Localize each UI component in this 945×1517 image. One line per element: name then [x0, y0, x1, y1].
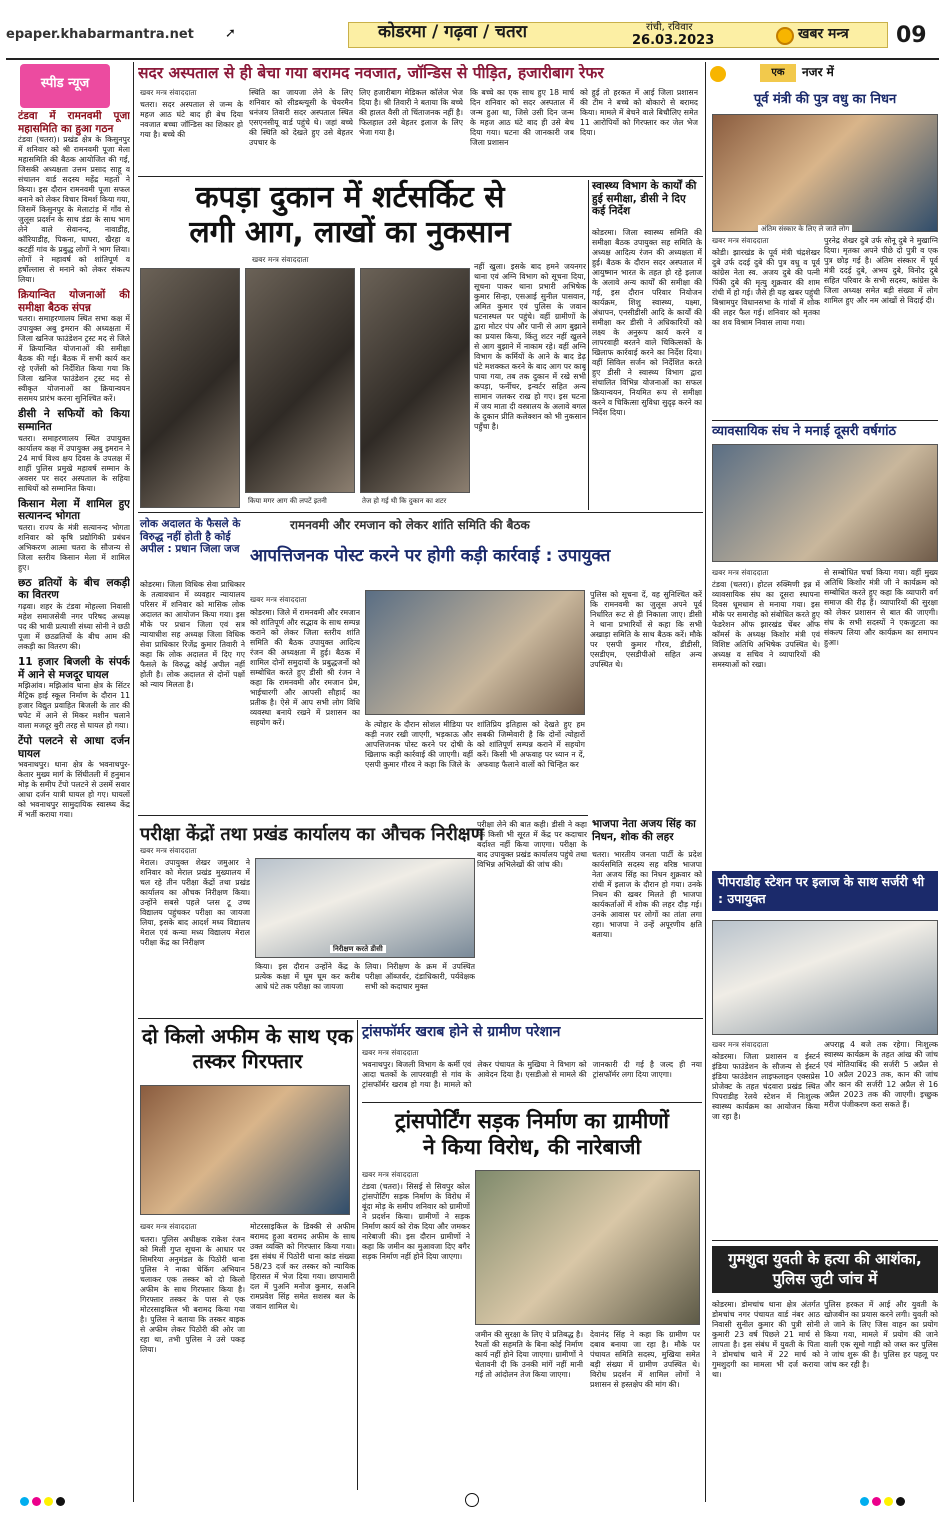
exam-photo-caption: निरीक्षण करते डीसी: [330, 945, 386, 953]
fire-headline-line-1: कपड़ा दुकान में शर्टसर्किट से: [195, 180, 505, 215]
registration-marks-right: [860, 1497, 905, 1509]
left-item-6: टेंपो पलटने से आधा दर्जन घायल भवनाथपुर। थाना क्षेत्र के भवनाथपुर-केतार मुख्य मार्ग के सिंघीतली में हनुमान मोड़ के समीप टेंपो पलटने से उसमें सवार आधा दर्जन यात्री घायल हो गए। घायलों को भवनाथपुर सामुदायिक स्वास्थ्य केंद्र में भर्ती कराया गया।: [18, 735, 130, 820]
magenta-dot-icon: [872, 1497, 881, 1506]
top-story-byline: खबर मन्त्र संवाददाता: [140, 88, 197, 97]
court-headline: लोक अदालत के फैसले के विरुद्ध नहीं होती है कोई अपील : प्रधान जिला जज: [140, 518, 241, 556]
pipradih-col-1: कोडरमा। जिला प्रशासन व ईस्टर्न इंडिया फाउंडेशन के सौजन्य से ईस्टर्न इंडिया फाउंडेशन लाइफलाइन एक्सप्रेस प्रोजेक्ट के तहत चंदवारा प्रखंड स्थित पिपराडीह रेलवे स्टेशन में निःशुल्क स्वास्थ्य कार्यक्रम का आयोजन किया जा रहा है।: [712, 1052, 820, 1121]
exam-headline: परीक्षा केंद्रों तथा प्रखंड कार्यालय का औचक निरीक्षण: [140, 824, 484, 845]
exam-photo: [255, 858, 475, 958]
road-col-2: जमीन की सुरक्षा के लिए ये प्रतिबद्ध है। रैयतों की सहमति के बिना कोई निर्माण कार्य नहीं होने दिया जाएगा। ग्रामीणों ने चेतावनी दी कि उनकी मांगें नहीं मानी गई तो आंदोलन तेज किया जाएगा।: [475, 1330, 583, 1379]
opium-divider: [357, 1020, 358, 1490]
top-story-col-3: लिए हजारीबाग मेडिकल कॉलेज भेज दिया है। श्री तिवारी ने बताया कि बच्चे की हालत वैसी तो चिंताजनक नहीं है। फिलहाल उसे बेहतर इलाज के लिए भेजा गया है।: [359, 88, 463, 137]
health-headline: स्वास्थ्य विभाग के कार्यों की हुई समीक्षा, डीसी ने दिए कई निर्देश: [592, 180, 697, 218]
masthead: [0, 0, 945, 60]
yellow-dot-icon: [884, 1497, 893, 1506]
top-story-col-5: को हुई तो हरकत में आई जिला प्रशासन की टीम ने बच्चे को बोकारो से बरामद किया। मामले में बेचने वाले बिचौलिए समेत 11 आरोपियों को गिरफ्तार कर जेल भेज दिया।: [580, 88, 698, 137]
court-body: कोडरमा। जिला विधिक सेवा प्राधिकार के तत्वावधान में व्यवहार न्यायालय परिसर में शनिवार को मासिक लोक अदालत का आयोजन किया गया। इस मौके पर प्रधान जिला एवं सत्र न्यायाधीश सह अध्यक्ष जिला विधिक सेवा प्राधिकार रिजेंद्र कुमार तिवारी ने कहा कि लोक अदालत में दिए गए फैसले के विरुद्ध कोई अपील नहीं होती है। लोक अदालत से दोनों पक्षों को न्याय मिलता है।: [140, 580, 245, 689]
fire-photo-2: [245, 268, 355, 493]
edition-date: 26.03.2023: [632, 33, 715, 48]
peace-col-1: कोडरमा। जिले में रामनवमी और रमजान को शांतिपूर्ण और सद्भाव के साथ सम्पन्न कराने को लेकर जिला स्तरीय शांति समिति की बैठक उपायुक्त आदित्य रंजन की अध्यक्षता में हुई। बैठक में शामिल दोनों समुदायों के प्रबुद्धजनों को सम्बोधित करते हुए डीसी श्री रंजन ने कहा कि रामनवमी और रमजान प्रेम, भाईचारगी और आपसी सौहार्द का प्रतीक है। ऐसे में आप सभी लोग विधि व्यवस्था बनाये रखने में प्रशासन का सहयोग करें।: [250, 608, 360, 727]
obit-photo: [712, 114, 938, 232]
registration-marks-left: [20, 1497, 65, 1509]
peace-headline: आपत्तिजनक पोस्ट करने पर होगी कड़ी कार्रवाई : उपायुक्त: [250, 546, 611, 566]
pipradih-headline: पीपराडीह स्टेशन पर इलाज के साथ सर्जरी भी : उपायुक्त: [712, 871, 938, 911]
masthead-rule: [6, 58, 939, 60]
left-item-2: डीसी ने सफियों को किया सम्मानित चतरा। समाहरणालय स्थित उपायुक्त कार्यालय कक्ष में उपायुक्त अबु इमरान ने 24 मार्च विश्व क्षय दिवस के उपलक्ष में शाहीं पुलिस प्रमुखे महावर्ष सम्मान के अवसर पर सदर अस्पताल के सहिया साथियों को सम्मानित किया।: [18, 408, 130, 493]
center-right-divider: [705, 62, 706, 1502]
exam-col-4: परीक्षा लेने की बात कही। डीसी ने कहा कि किसी भी सूरत में केंद्र पर कदाचार बर्दाश्त नहीं किया जाएगा। परीक्षा के बाद उपायुक्त प्रखंड कार्यालय पहुंचे तथा विभिन्न अभिलेखों की जांच की।: [477, 820, 587, 869]
brand-name: खबर मन्त्र: [798, 26, 849, 42]
peace-photo: [365, 590, 585, 715]
pipradih-photo: [712, 920, 938, 1035]
road-headline-line-2: ने किया विरोध, की नारेबाजी: [423, 1135, 641, 1160]
opium-photo: [140, 1085, 350, 1215]
bjp-body: चतरा। भारतीय जनता पार्टी के प्रदेश कार्यसमिति सदस्य सह वरिष्ठ भाजपा नेता अजय सिंह का निधन शुक्रवार को रांची में इलाज के दौरान हो गया। उनके निधन की खबर मिलते ही भाजपा कार्यकर्ताओं में शोक की लहर दौड़ गई। उनके आवास पर लोगों का तांता लगा रहा। भाजपा ने उन्हें अपूरणीय क्षति बताया।: [592, 850, 702, 939]
page-number: 09: [896, 23, 927, 48]
missing-headline: गुमशुदा युवती के हत्या की आशंका, पुलिस जुटी जांच में: [712, 1246, 938, 1293]
left-item-5: 11 हजार बिजली के संपर्क में आने से मजदूर घायल मझिआंव। मझिआंव थाना क्षेत्र के सिंटर मैट्रिक हाई स्कूल निर्माण के दौरान 11 हजार विद्युत प्रवाहित बिजली के तार की चपेट में आने से मिकर मशीन चलाने वाला मजदूर बुरी तरह से घायल हो गया।: [18, 655, 130, 731]
obit-caption: अंतिम संस्कार के लिए ले जाते लोग: [758, 225, 852, 233]
peace-kicker: रामनवमी और रमजान को लेकर शांति समिति की बैठक: [290, 518, 530, 532]
left-rail: [18, 110, 130, 1510]
fire-photo-caption-1: किया मगर आग की लपटें इतनी: [248, 497, 327, 505]
missing-col-1: कोडरमा। डोमचांच थाना क्षेत्र अंतर्गत डोमचांच नगर पंचायत वार्ड नंबर आठ निवासी सुनील कुमार की पुत्री सोनी कुमारी 23 वर्ष पिछले 21 मार्च से लापता है। इस संबंध में युवती के पिता ने डोमचांच थाने में 22 मार्च को गुमशुदगी का मामला भी दर्ज कराया था।: [712, 1300, 820, 1379]
obit-col-1: कोडी। झारखंड के पूर्व मंत्री चंद्रशेखर दुबे उर्फ ददई दुबे की पुत्र वधु व पूर्व कांग्रेस नेता स्व. अजय दुबे की पत्नी पिंकी दुबे की मृत्यु शुक्रवार की शाम रांची में हो गई। जैसे ही यह खबर पहुंची बिश्रामपुर विधानसभा के गांवों में शोक की लहर फैल गई। शनिवार को मृतका का शव विश्राम निवास लाया गया।: [712, 248, 820, 327]
ek-nazar-badge: [710, 64, 938, 84]
road-byline: खबर मन्त्र संवाददाता: [362, 1170, 419, 1179]
road-headline-line-1: ट्रांसपोर्टिंग सड़क निर्माण का ग्रामीणों: [395, 1109, 669, 1133]
pipradih-byline: खबर मन्त्र संवाददाता: [712, 1040, 769, 1049]
yellow-dot-icon: [44, 1497, 53, 1506]
opium-col-1: चतरा। पुलिस अधीक्षक राकेश रंजन को मिली गुप्त सूचना के आधार पर सिमरिया अनुमंडल के पिठोरी थाना पुलिस ने नाका चेकिंग अभियान चलाकर एक तस्कर को दो किलो अफीम के साथ गिरफ्तार किया है। गिरफ्तार तस्कर के पास से एक मोटरसाइकिल भी बरामद किया गया है। पुलिस ने बताया कि तस्कर बाइक से अफीम लेकर पिठोरी की ओर जा रहा था, तभी पुलिस ने उसे पकड़ लिया।: [140, 1235, 245, 1354]
opium-rule: [138, 1018, 703, 1019]
cyan-dot-icon: [20, 1497, 29, 1506]
road-col-1: टंडवा (चतरा)। सिसई से सिवपुर कोल ट्रांसपोर्टिंग सड़क निर्माण के विरोध में बूंदा मोड़ के समीप शनिवार को ग्रामीणों ने प्रदर्शन किया। ग्रामीणों ने सड़क निर्माण कार्य को रोक दिया और जमकर नारेबाजी की। इस दौरान ग्रामीणों ने कहा कि जमीन का मुआवजा दिए बगैर सड़क निर्माण नहीं होने दिया जाएगा।: [362, 1182, 470, 1261]
pipradih-col-2: अपराह्न 4 बजे तक रहेगा। निःशुल्क स्वास्थ्य कार्यक्रम के तहत आंख की जांच एवं मोतियाबिंद की सर्जरी 5 अप्रैल से 10 अप्रैल 2023 तक, कान की जांच और कान की सर्जरी 12 अप्रैल से 16 अप्रैल 2023 तक की जाएगी। इच्छुक मरीज पंजीकरण करा सकते हैं।: [824, 1040, 938, 1109]
magenta-dot-icon: [32, 1497, 41, 1506]
exam-col-1: मेराल। उपायुक्त शेखर जमुआर ने शनिवार को मेराल प्रखंड मुख्यालय में चल रहे तीन परीक्षा केंद्रों तथा प्रखंड कार्यालय का औचक निरीक्षण किया। उन्होंने सबसे पहले प्लस टू उच्च विद्यालय पहुंचकर परीक्षा का जायजा लिया, इसके बाद आदर्श मध्य विद्यालय मेराल एवं कन्या मध्य विद्यालय मेराल परीक्षा केंद्र का निरीक्षण: [140, 858, 250, 947]
road-col-3: देवानंद सिंह ने कहा कि ग्रामीण पर दबाव बनाया जा रहा है। मौके पर पंचायत समिति सदस्य, मुखिया समेत बड़ी संख्या में ग्रामीण उपस्थित थे। विरोध प्रदर्शन में शामिल लोगों ने प्रशासन से हस्तक्षेप की मांग की।: [590, 1330, 700, 1389]
cyan-dot-icon: [860, 1497, 869, 1506]
badge-ek: एक: [760, 64, 796, 82]
trade-byline: खबर मन्त्र संवाददाता: [712, 568, 769, 577]
road-rule: [362, 1102, 702, 1103]
fire-headline-line-2: लगी आग, लाखों का नुकसान: [189, 215, 511, 251]
top-story-headline: सदर अस्पताल से ही बेचा गया बरामद नवजात, जॉन्डिस से पीड़ित, हजारीबाग रेफर: [138, 64, 604, 82]
road-headline: [362, 1108, 702, 1161]
fire-byline: खबर मन्त्र संवाददाता: [252, 255, 309, 264]
speed-news-badge: [20, 64, 110, 108]
left-item-1: क्रियान्वित योजनाओं की समीक्षा बैठक संपन्न चतरा। समाहरणालय स्थित सभा कक्ष में उपायुक्त अबु इमरान की अध्यक्षता में जिला खनिज फाउंडेशन ट्रस्ट मद से जिले में क्रियान्वित योजनाओं की समीक्षा बैठक की गई। बैठक में सभी कार्य कर रहे एजेंसी को निर्देशित किया गया कि जिला खनिज फाउंडेशन ट्रस्ट मद से स्वीकृत योजनाओं का क्रियान्वयन ससमय प्रारंभ करना सुनिश्चित करें।: [18, 289, 130, 404]
opium-byline: खबर मन्त्र संवाददाता: [140, 1222, 197, 1231]
obit-byline: खबर मन्त्र संवाददाता: [712, 236, 769, 245]
transformer-body: भवनाथपुर। बिजली विभाग के कर्मी एवं आदा चतकों के लापरवाही से गांव के ट्रांसफॉर्मर खराब हो गया है। मामले को लेकर पंचायत के मुखिया ने विभाग को आवेदन दिया है। एसडीओ से मामले की जानकारी दी गई है जल्द ही नया ट्रांसफॉर्मर लगा दिया जाएगा।: [362, 1060, 702, 1089]
fire-photo-1: [140, 268, 240, 508]
road-photo: [475, 1170, 700, 1325]
missing-rule: [712, 1240, 938, 1241]
left-item-0: टंडवा में रामनवमी पूजा महासमिति का हुआ गठन टंडवा (चतरा)। प्रखंड क्षेत्र के किसुनपुर में शनिवार को श्री रामनवमी पूजा मेला महासमिति की बैठक आयोजित की गई, जिसकी अध्यक्षता उत्तम प्रसाद साहू व संचालन वार्ड सदस्य महेंद्र महतो ने किया। इस दौरान रामनवमी पूजा सफल बनाने को लेकर विचार विमर्श किया गया, जिसमें किसुनपुर के मेलाटांड़ में गाँव से जुलूस प्रदर्शन के साथ डंडा के साथ भाग लेने वाले सेवानन्द, नावाडीह, कॉरियाडीह, पिकना, घाघरा, खैरहा व कटहीं गांव के प्रबुद्ध लोगों ने भाग लिया। लोगों ने महावर्ष को शांतिपूर्ण व हर्षोल्लास से मनाने को लेकर संकल्प लिया।: [18, 110, 130, 285]
exam-byline: खबर मन्त्र संवाददाता: [140, 846, 197, 855]
bjp-headline: भाजपा नेता अजय सिंह का निधन, शोक की लहर: [592, 818, 696, 843]
peace-col-4: पुलिस को सूचना दें, वह सुनिश्चित करें कि रामनवमी का जुलूस अपने पूर्व निर्धारित रूट से ही निकाला जाए। डीसी ने थाना प्रभारियों से कहा कि सभी अखाड़ा समिति के साथ बैठक करें। मौके पर एसपी कुमार गौरव, डीडीसी, एसडीएम, एसडीपीओ सहित अन्य उपस्थित थे।: [590, 590, 702, 669]
cursor-icon: ➚: [225, 26, 236, 41]
registration-crosshair-icon: [465, 1493, 479, 1507]
fire-col-2: नहीं खुला। इसके बाद हमने जयनगर थाना एवं अग्नि विभाग को सूचना दिया, सूचना पाकर थाना प्रभारी अभिषेक कुमार सिन्हा, एसआई सुनील पासवान, अमित कुमार एवं पुलिस के जवान घटनास्थल पर पहुंचे। वहीं ग्रामीणों के द्वारा मोटर पंप और पानी से आग बुझाने का प्रयास किया, किंतु शटर नहीं खुलने से आग बुझाने में नाकाम रहे। वहीं अग्नि विभाग के कर्मियों के आने के बाद डेढ़ घंटे मशक्कत करने के बाद आग पर काबू पाया गया, तब तक दुकान में रखे सभी कपड़ा, फर्नीचर, इन्वर्टर सहित अन्य सामान जलकर राख हो गए। इस घटना में जय माता दी वस्त्रालय के अलावे बगल के दुकान प्रीति कलेक्शन को भी नुकसान पहुँचा है।: [474, 262, 586, 431]
city-day: रांची, रविवार: [646, 22, 693, 33]
opium-col-2: मोटरसाइकिल के डिक्की से अफीम बरामद हुआ बरामद अफीम के साथ उक्त व्यक्ति को गिरफ्तार किया गया। इस संबंध में पिठोरी थाना कांड संख्या 58/23 दर्ज कर तस्कर को न्यायिक हिरासत में भेज दिया गया। छापामारी दल में पुअनि मनोज कुमार, सअनि रामप्रवेश सिंह समेत सशस्त्र बल के जवान शामिल थे।: [250, 1222, 355, 1311]
peace-col-3: शांतिप्रिय इतिहास को देखते हुए हम सबकी जिम्मेवारी है कि दोनों त्योहारों को शांतिपूर्ण सम्पन्न कराने में सहयोग करें। किसी भी अफवाह पर ध्यान न दें, अफवाह फैलाने वालों को चिन्हित कर: [477, 720, 585, 769]
exam-col-3: लिया। निरीक्षण के क्रम में उपस्थित परीक्षा ऑब्जर्वर, दंडाधिकारी, पर्यवेक्षक सभी को कदाचार मुक्त: [365, 962, 475, 991]
obit-headline: पूर्व मंत्री की पुत्र वधु का निधन: [753, 92, 897, 107]
transformer-byline: खबर मन्त्र संवाददाता: [362, 1048, 419, 1057]
trade-photo: [712, 444, 938, 562]
badge-nazar: नजर में: [802, 65, 834, 79]
transformer-headline: ट्रांसफॉर्मर खराब होने से ग्रामीण परेशान: [362, 1024, 561, 1040]
top-story-col-1: चतरा। सदर अस्पताल से जन्म के महज आठ घंटे बाद ही बेच दिया नवजात बच्चा जॉन्डिस का शिकार हो गया है। बच्चे की: [140, 100, 243, 139]
badge-logo-icon: [710, 66, 726, 82]
trade-rule: [712, 420, 938, 421]
trade-col-2: से सम्बोधित चर्चा किया गया। वहीं मुख्य अतिथि किशोर मंत्री जी ने कार्यक्रम को सम्बोधित करते हुए कहा कि व्यापारी वर्ग समाज की रीढ़ हैं। व्यापारियों की सुरक्षा को लेकर प्रशासन से बात की जाएगी। संघ के सभी सदस्यों ने एकजुटता का संकल्प लिया और कार्यक्रम का समापन हुआ।: [824, 568, 938, 647]
health-body: कोडरमा। जिला स्वास्थ्य समिति की समीक्षा बैठक उपायुक्त सह समिति के अध्यक्ष आदित्य रंजन की अध्यक्षता में हुई। बैठक के दौरान सदर अस्पताल में आयुष्मान भारत के तहत हो रहे इलाज के अलावे अन्य कार्यों की समीक्षा की गई, इस दौरान परिवार नियोजन कार्यक्रम, शिशु स्वास्थ्य, यक्ष्मा, अंधापन, एनसीडीसी आदि के कार्यों की समीक्षा कर डीसी ने अधिकारियों को लक्ष्य के अनुरूप कार्य करने व लापरवाही बरतने वाले चिकित्सकों के खिलाफ कार्रवाई करने का निर्देश दिया। वहीं सिविल सर्जन को निर्देशित करते हुए डीसी ने स्वास्थ्य विभाग द्वारा संचालित विभिन्न योजनाओं का सफल क्रियान्वयन, नियमित रूप से समीक्षा करने व चिकित्सा सुविधा सुदृढ़ करने का निर्देश दिया।: [592, 228, 702, 417]
left-item-4: छठ व्रतियों के बीच लकड़ी का वितरण गढ़वा। शहर के टंडवा मोहल्ला निवासी महेश समाजसेवी नगर परिषद अध्यक्ष पद की भावी प्रत्याशी संध्या सोनी ने छठी पूजा में छठव्रतियों के बीच आम की लकड़ी का वितरण की।: [18, 576, 130, 651]
speed-news-label: स्पीड न्यूज: [40, 76, 90, 91]
court-rule: [138, 512, 703, 513]
peace-byline: खबर मन्त्र संवाददाता: [250, 595, 307, 604]
opium-headline: दो किलो अफीम के साथ एक तस्कर गिरफ्तार: [142, 1024, 353, 1073]
top-story-col-4: कि बच्चे का एक साथ हुए 18 मार्च दिन शनिवार को सदर अस्पताल में जन्म हुआ था, जिसे उसी दिन जन्म के महज आठ घंटे बाद ही उसे बेच दिया गया। घटना की जानकारी जब जिला प्रशासन: [470, 88, 574, 147]
obit-col-2: पुरनेद्र शेखर दुबे उर्फ सोनू दुबे ने मुखाग्नि दिया। मृतका अपने पीछे दो पुत्री व एक पुत्र छोड़ गई है। अंतिम संस्कार में पूर्व मंत्री ददई दुबे, अभय दुबे, विनोद दुबे सहित परिवार के सभी सदस्य, कांग्रेस के जिला अध्यक्ष समेत बड़ी संख्या में लोग शामिल हुए और नम आंखों से विदाई दी।: [824, 236, 938, 305]
top-story-col-2: स्थिति का जायजा लेने के लिए शनिवार को सीडब्ल्यूसी के चेयरमैन धनंजय तिवारी सदर अस्पताल स्थित एसएनसीयू वार्ड पहुंचे थे। जहां बच्चे की स्थिति को देखते हुए उसे बेहतर उपचार के: [249, 88, 353, 147]
black-dot-icon: [896, 1497, 905, 1506]
left-rail-divider: [133, 62, 134, 1502]
fire-divider: [588, 180, 589, 510]
black-dot-icon: [56, 1497, 65, 1506]
fire-photo-caption-2: तेज हो गई थी कि दुकान का शटर: [362, 497, 447, 505]
trade-headline: व्यावसायिक संघ ने मनाई दूसरी वर्षगांठ: [712, 424, 897, 439]
brand-logo-icon: [776, 27, 794, 45]
trade-col-1: टंडवा (चतरा)। होटल रुक्मिणी इन्न में व्यावसायिक संघ का दूसरा स्थापना दिवस धूमधाम से मनाया गया। इस मौके पर समारोह को संबोधित करते हुए फेडरेशन ऑफ झारखंड चेंबर ऑफ कॉमर्स के अध्यक्ष किशोर मंत्री एवं विशिष्ट अतिथि अभिषेक उपस्थित थे। अध्यक्ष व सचिव ने व्यापारियों की समस्याओं को रखा।: [712, 580, 820, 669]
section-title: कोडरमा / गढ़वा / चतरा: [378, 22, 528, 42]
left-item-3: किसान मेला में शामिल हुए सत्यानन्द भोगता चतरा। राज्य के मंत्री सत्यानन्द भोगता शनिवार को कृषि प्रद्योगिकी प्रबंधन अभिकरण आत्मा चतरा के सौजन्य से जिला स्तरीय किसान मेला में शामिल हुए।: [18, 497, 130, 572]
missing-col-2: पुलिस हरकत में आई और युवती के खोजबीन का प्रयास करने लगी। युवती को ले जाने के लिए जिस वाहन का प्रयोग किया गया, मामले में प्रयोग की जाने वाली एक सूमो गाड़ी को जब्त कर पुलिस ने जांच शुरू की है। पुलिस हर पहलू पर जांच कर रही है।: [824, 1300, 938, 1369]
exam-rule: [138, 815, 588, 816]
fire-photo-3: [360, 268, 470, 493]
exam-col-2: किया। इस दौरान उन्होंने केंद्र के प्रत्येक कक्षा में घूम घूम कर करीब आधे घंटे तक परीक्षा का जायजा: [255, 962, 360, 991]
site-url[interactable]: epaper.khabarmantra.net: [6, 27, 194, 42]
top-story-rule: [138, 176, 703, 177]
fire-headline: [140, 180, 560, 251]
peace-caption-col-2: के त्योहार के दौरान सोशल मीडिया पर कड़ी नजर रखी जाएगी, भड़काऊ और आपत्तिजनक पोस्ट करने पर दोषी के खिलाफ कड़ी कार्रवाई की जाएगी। वहीं एसपी कुमार गौरव ने कहा कि जिले के: [365, 720, 473, 769]
